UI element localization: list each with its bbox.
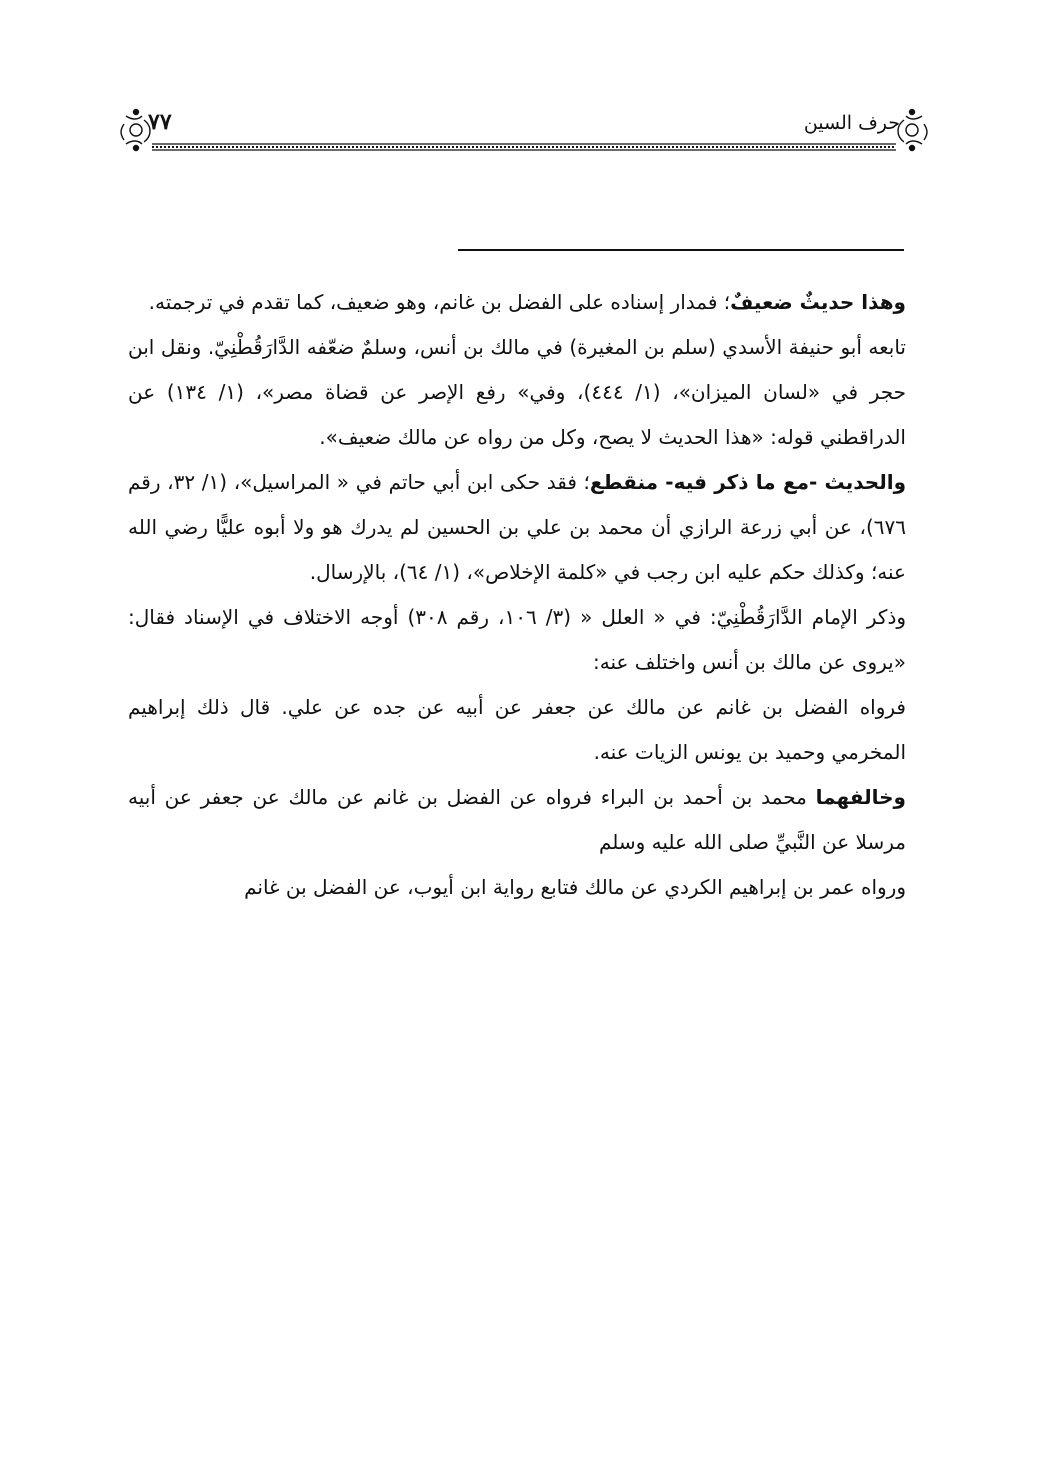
- paragraph: [128, 460, 906, 595]
- paragraph-text: ؛ فمدار إسناده على الفضل بن غانم، وهو ضعيف، كما تقدم في ترجمته.: [148, 290, 731, 314]
- paragraph-lead: وخالفهما: [815, 785, 906, 809]
- paragraph-text: ورواه عمر بن إبراهيم الكردي عن مالك فتابع رواية ابن أيوب، عن الفضل بن غانم: [244, 875, 906, 899]
- paragraph: [128, 280, 906, 325]
- paragraph-text: ؛ فقد حكى ابن أبي حاتم في « المراسيل»، (١/ ٣٢، رقم ٦٧٦)، عن أبي زرعة الرازي أن محمد بن علي بن الحسين لم يدرك هو ولا أبوه عليًّا رضي الله عنه؛ وكذلك حكم عليه ابن رجب في «كلمة الإخلاص»، (١/ ٦٤)، بالإرسال.: [128, 470, 906, 584]
- paragraph: [128, 865, 906, 910]
- page-header: [118, 98, 930, 160]
- paragraph-lead: وهذا حديثٌ ضعيفٌ: [730, 290, 906, 314]
- paragraph: [128, 775, 906, 865]
- paragraph-text: فرواه الفضل بن غانم عن مالك عن جعفر عن أبيه عن جده عن علي. قال ذلك إبراهيم المخرمي وحميد بن يونس الزيات عنه.: [128, 695, 906, 764]
- page-number: ٧٧: [148, 109, 172, 135]
- paragraph: [128, 325, 906, 460]
- paragraph-text: محمد بن أحمد بن البراء فرواه عن الفضل بن غانم عن مالك عن جعفر عن أبيه مرسلا عن النَّبيِّ صلى الله عليه وسلم: [128, 785, 906, 854]
- footnote-body: [128, 280, 906, 910]
- paragraph: [128, 595, 906, 685]
- paragraph-lead: والحديث -مع ما ذكر فيه- منقطع: [589, 470, 906, 494]
- chapter-title: حرف السين: [803, 112, 900, 134]
- paragraph-text: وذكر الإمام الدَّارَقُطْنِيّ: في « العلل « (٣/ ١٠٦، رقم ٣٠٨) أوجه الاختلاف في الإسناد فقال: «يروى عن مالك بن أنس واختلف عنه:: [128, 605, 907, 674]
- paragraph: [128, 685, 906, 775]
- footnote-separator: [458, 249, 904, 251]
- paragraph-text: تابعه أبو حنيفة الأسدي (سلم بن المغيرة) في مالك بن أنس، وسلمٌ ضعّفه الدَّارَقُطْنِيّ. ونقل ابن حجر في «لسان الميزان»، (١/ ٤٤٤)، وفي» رفع الإصر عن قضاة مصر»، (١/ ١٣٤) عن الدراقطني قوله: «هذا الحديث لا يصح، وكل من رواه عن مالك ضعيف».: [128, 335, 907, 449]
